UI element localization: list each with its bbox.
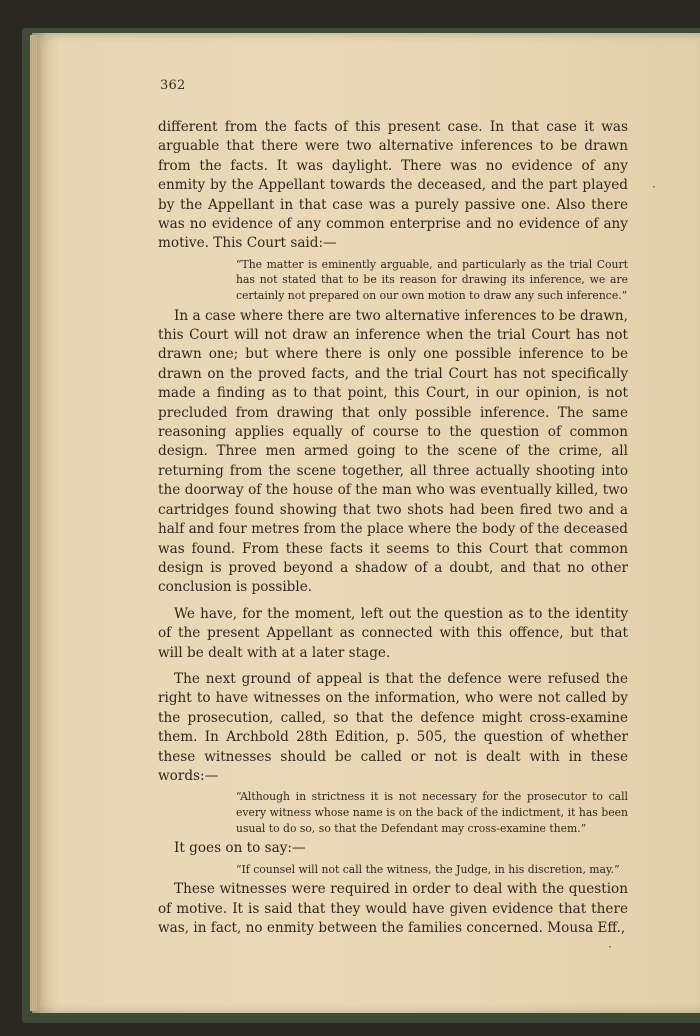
page-leaves: [30, 35, 38, 1011]
page-speck: ·: [652, 180, 656, 194]
quote-1: “The matter is eminently arguable, and particularly as the trial Court has not stated that to be its reason for drawing its inference, we are certainly not prepared on our own motion to draw any such inference.”: [236, 257, 628, 303]
paragraph-5: It goes on to say:—: [174, 840, 306, 857]
paragraph-3: We have, for the moment, left out the question as to the identity of the present Appellant as connected with this offence, but that will be dealt with at a later stage.: [158, 605, 628, 661]
paragraph-4: The next ground of appeal is that the defence were refused the right to have witnesses on the information, who were not called by the prosecution, called, so that the defence might cross-examine them. In Archbold 28th Edition, p. 505, the question of whether these witnesses should be called or not is dealt with in these words:—: [158, 670, 628, 784]
paragraph-6: These witnesses were required in order to deal with the question of motive. It is said that they would have given evidence that there was, in fact, no enmity between the families concerned. Mousa Eff.,: [158, 881, 628, 936]
paragraph-1: different from the facts of this present case. In that case it was arguable that there were two alternative inferences to be drawn from the facts. It was daylight. There was no evidence of any enmity by the Appellant towards the deceased, and the part played by the Appellant in that case was a purely passive one. Also there was no evidence of any common enterprise and no evidence of any motive. This Court said:—: [158, 119, 628, 252]
paragraph-2: In a case where there are two alternative inferences to be drawn, this Court will not draw an inference when the trial Court has not drawn one; but where there is only one possible inference to be drawn on the proved facts, and the trial Court has not specifically made a finding as to that point, this Court, in our opinion, is not precluded from drawing that only possible inference. The same reasoning applies equally of course to the question of common design. Three men armed going to the scene of the crime, all returning from the scene together, all three actually shooting into the doorway of the house of the man who was eventually killed, two cartridges found showing that two shots had been fired two and a half and four metres from the place where the body of the deceased was found. From these facts it seems to this Court that common design is proved beyond a shadow of a doubt, and that no other conclusion is possible.: [158, 307, 628, 596]
page-number: 362: [160, 78, 186, 93]
quote-2: “Although in strictness it is not necessary for the prosecutor to call every witness whose name is on the back of the indictment, it has been usual to do so, so that the Defendant may cross-examine them.”: [236, 790, 628, 835]
quote-3: “If counsel will not call the witness, the Judge, in his discretion, may.”: [236, 862, 620, 876]
page-content: [158, 118, 628, 938]
page-speck: ·: [608, 940, 612, 954]
